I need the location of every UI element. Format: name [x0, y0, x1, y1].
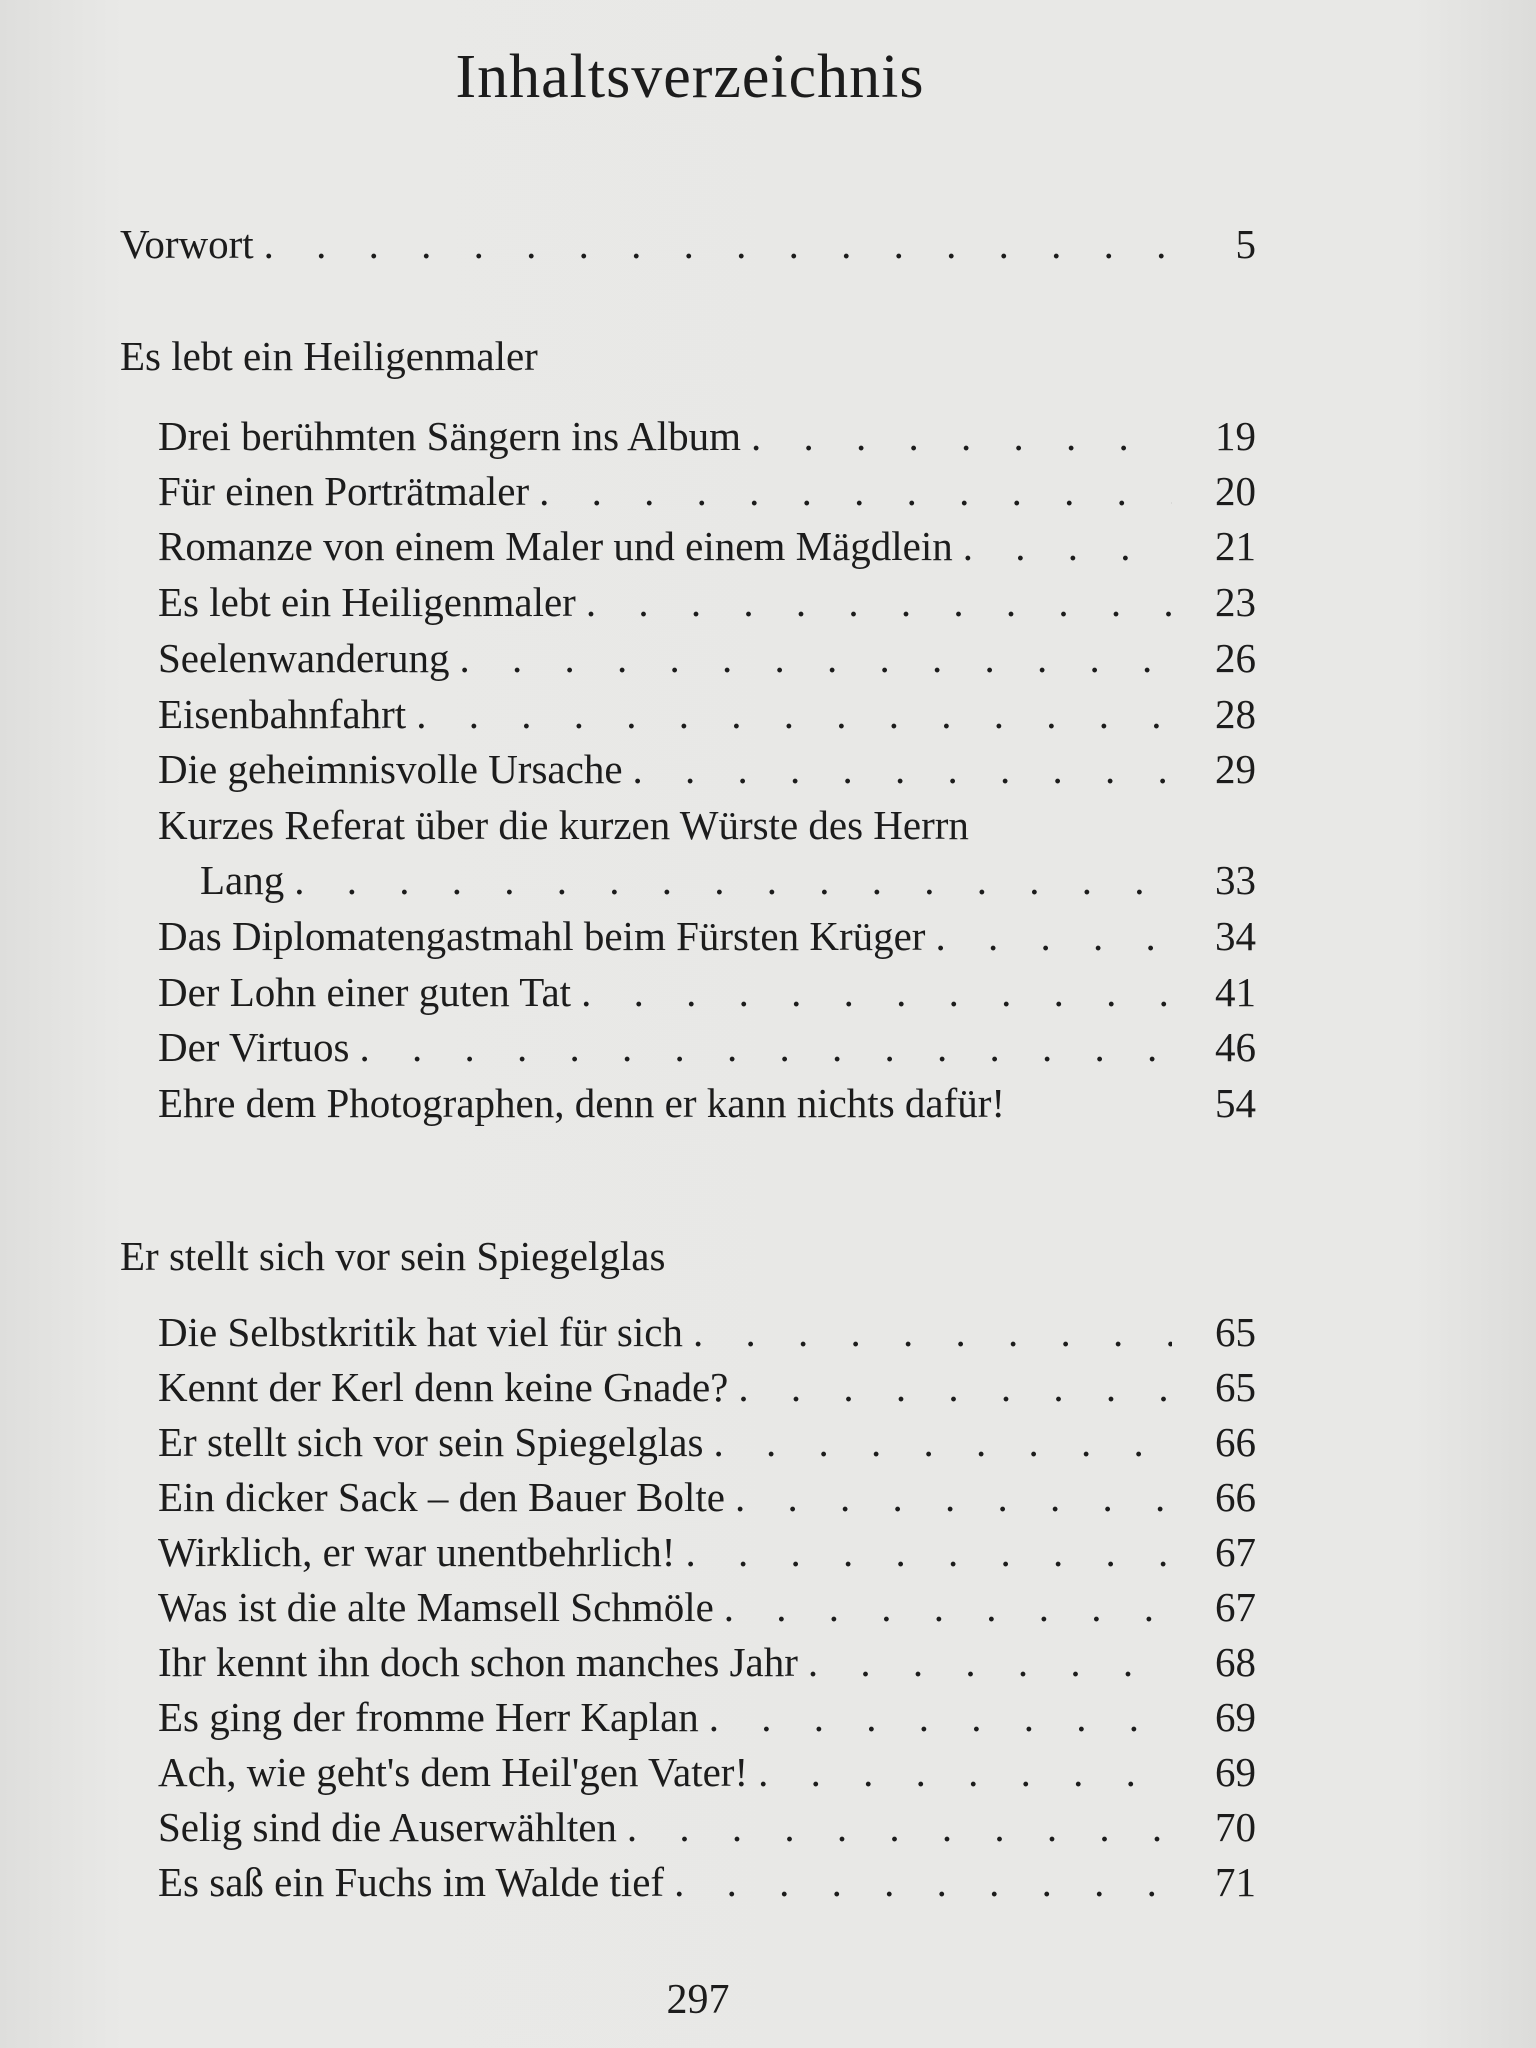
toc-entry — [158, 632, 1256, 684]
dot-leader — [735, 1471, 1172, 1523]
toc-entry — [158, 1077, 1256, 1129]
toc-entry — [158, 966, 1256, 1018]
toc-page-number: 68 — [1215, 1639, 1256, 1685]
toc-entry-label: Lang — [200, 857, 285, 903]
toc-page-number: 67 — [1215, 1584, 1256, 1630]
toc-entry-label: Ihr kennt ihn doch schon manches Jahr — [158, 1639, 798, 1685]
toc-entry-label: Kennt der Kerl denn keine Gnade? — [158, 1364, 729, 1410]
toc-entry-label: Der Lohn einer guten Tat — [158, 969, 572, 1015]
toc-entry-label: Drei berühmten Sängern ins Album — [158, 413, 742, 459]
toc-entry-label: Es ging der fromme Herr Kaplan — [158, 1694, 699, 1740]
toc-entry-label: Romanze von einem Maler und einem Mägdlein — [158, 523, 953, 569]
dot-leader — [738, 1361, 1172, 1413]
dot-leader — [713, 1416, 1172, 1468]
toc-page-number: 28 — [1215, 691, 1256, 737]
toc-entry-label: Seelenwanderung — [158, 635, 450, 681]
toc-entry — [158, 1691, 1256, 1743]
toc-entry — [158, 410, 1256, 462]
dot-leader — [360, 1021, 1172, 1073]
toc-entry-label: Er stellt sich vor sein Spiegelglas — [158, 1419, 704, 1465]
toc-page-number: 33 — [1215, 857, 1256, 903]
dot-leader — [627, 1801, 1172, 1853]
toc-entry-continuation — [200, 854, 1256, 906]
toc-page-number: 54 — [1215, 1080, 1256, 1126]
dot-leader — [685, 1526, 1172, 1578]
toc-entry — [158, 1581, 1256, 1633]
dot-leader — [758, 1746, 1172, 1798]
toc-entry — [158, 1526, 1256, 1578]
toc-entry — [158, 1801, 1256, 1853]
toc-page-number: 41 — [1215, 969, 1256, 1015]
dot-leader — [674, 1856, 1172, 1908]
toc-entry-label: Ach, wie geht's dem Heil'gen Vater! — [158, 1749, 749, 1795]
toc-entry-label: Die Selbstkritik hat viel für sich — [158, 1309, 683, 1355]
dot-leader — [586, 576, 1172, 628]
page-title: Inhaltsverzeichnis — [455, 43, 925, 111]
toc-entry — [158, 743, 1256, 795]
dot-leader — [581, 966, 1172, 1018]
toc-entry-label: Ehre dem Photographen, denn er kann nichts dafür! — [158, 1080, 1006, 1126]
toc-page-number: 21 — [1215, 523, 1256, 569]
toc-page-number: 20 — [1215, 468, 1256, 514]
section-heading: Er stellt sich vor sein Spiegelglas — [120, 1233, 666, 1279]
toc-entry-label: Wirklich, er war unentbehrlich! — [158, 1529, 676, 1575]
toc-entry-label: Ein dicker Sack – den Bauer Bolte — [158, 1474, 725, 1520]
toc-entry — [158, 688, 1256, 740]
dot-leader — [264, 218, 1172, 270]
dot-leader — [459, 632, 1172, 684]
toc-page-number: 69 — [1215, 1694, 1256, 1740]
toc-page-number: 5 — [1235, 221, 1256, 267]
dot-leader — [724, 1581, 1172, 1633]
toc-entry — [158, 1856, 1256, 1908]
toc-page-number: 65 — [1215, 1309, 1256, 1355]
toc-entry — [158, 465, 1256, 517]
toc-entry-label: Das Diplomatengastmahl beim Fürsten Krüger — [158, 913, 926, 959]
toc-entry-vorwort — [120, 218, 1256, 270]
toc-page-number: 23 — [1215, 579, 1256, 625]
dot-leader — [963, 520, 1172, 572]
toc-entry — [158, 1636, 1256, 1688]
toc-entry-label: Die geheimnisvolle Ursache — [158, 746, 623, 792]
toc-entry-label: Eisenbahnfahrt — [158, 691, 407, 737]
toc-page-number: 66 — [1215, 1419, 1256, 1465]
toc-entry — [158, 1471, 1256, 1523]
toc-page-number: 34 — [1215, 913, 1256, 959]
toc-entry-label: Für einen Porträtmaler — [158, 468, 530, 514]
toc-entry — [158, 1021, 1256, 1073]
dot-leader — [416, 688, 1172, 740]
toc-page-number: 66 — [1215, 1474, 1256, 1520]
dot-leader — [751, 410, 1172, 462]
toc-page-number: 46 — [1215, 1024, 1256, 1070]
toc-page-number: 26 — [1215, 635, 1256, 681]
toc-entry-first-line — [158, 799, 1256, 851]
toc-page-number: 19 — [1215, 413, 1256, 459]
toc-entry — [158, 520, 1256, 572]
toc-entry — [158, 1416, 1256, 1468]
page-number-folio: 297 — [666, 1977, 730, 2023]
section-heading: Es lebt ein Heiligenmaler — [120, 333, 538, 379]
dot-leader — [808, 1636, 1172, 1688]
toc-page-number: 69 — [1215, 1749, 1256, 1795]
toc-entry-label: Kurzes Referat über die kurzen Würste des Herrn — [158, 802, 969, 848]
toc-entry — [158, 1306, 1256, 1358]
dot-leader — [935, 910, 1172, 962]
dot-leader — [633, 743, 1172, 795]
toc-entry — [158, 576, 1256, 628]
dot-leader — [539, 465, 1172, 517]
toc-entry-label: Selig sind die Auserwählten — [158, 1804, 617, 1850]
toc-page-number: 65 — [1215, 1364, 1256, 1410]
dot-leader — [709, 1691, 1172, 1743]
toc-entry-label: Was ist die alte Mamsell Schmöle — [158, 1584, 714, 1630]
toc-entry — [158, 910, 1256, 962]
toc-entry-label: Es lebt ein Heiligenmaler — [158, 579, 576, 625]
toc-page-number: 71 — [1215, 1859, 1256, 1905]
dot-leader — [294, 854, 1172, 906]
toc-page-number: 70 — [1215, 1804, 1256, 1850]
toc-entry-label: Es saß ein Fuchs im Walde tief — [158, 1859, 665, 1905]
toc-entry — [158, 1746, 1256, 1798]
toc-entry-label: Der Virtuos — [158, 1024, 350, 1070]
toc-page-number: 29 — [1215, 746, 1256, 792]
dot-leader — [693, 1306, 1172, 1358]
toc-entry-label: Vorwort — [120, 221, 254, 267]
toc-page-number: 67 — [1215, 1529, 1256, 1575]
toc-entry — [158, 1361, 1256, 1413]
